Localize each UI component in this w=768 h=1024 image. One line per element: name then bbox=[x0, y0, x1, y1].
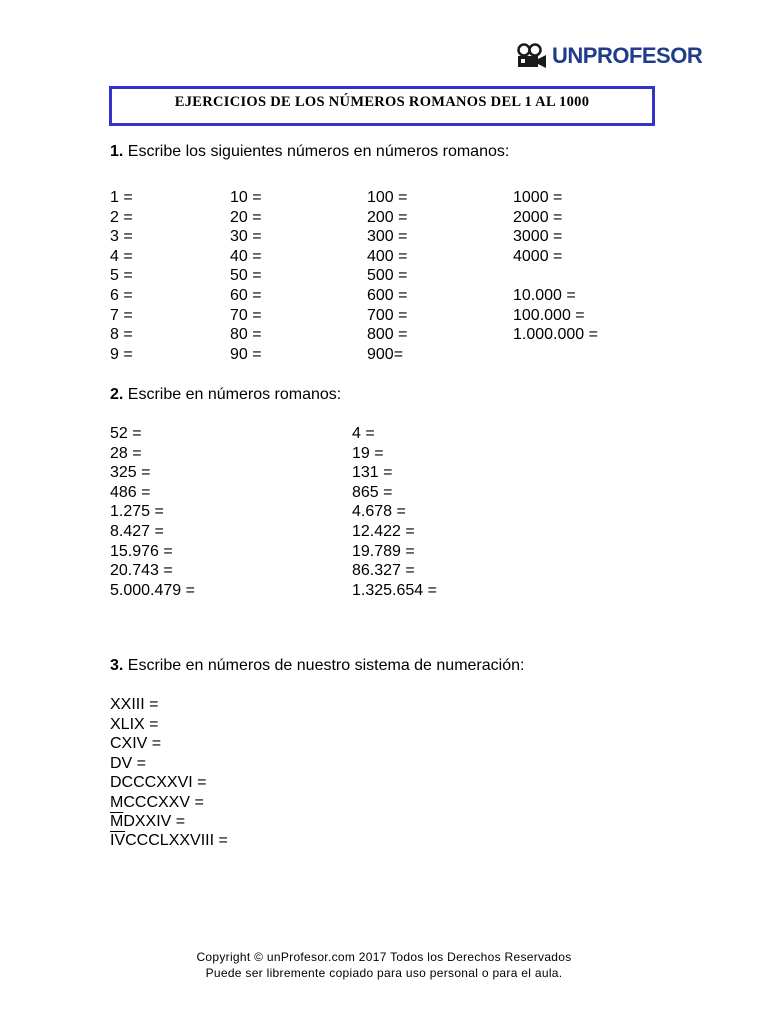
exercise-cell: 100.000 = bbox=[513, 306, 585, 324]
exercise-cell: 2 = bbox=[110, 208, 133, 226]
overlined-numeral: $\overline{M}$ bbox=[110, 813, 124, 830]
exercise-cell: 86.327 = bbox=[352, 562, 415, 580]
exercise-cell: 325 = bbox=[110, 464, 151, 482]
exercise-cell: 9 = bbox=[110, 345, 133, 363]
exercise-cell: 30 = bbox=[230, 228, 262, 246]
exercise-cell: 12.422 = bbox=[352, 523, 415, 540]
exercise-cell: 52 = bbox=[110, 425, 142, 442]
exercise-cell: 865 = bbox=[352, 483, 393, 501]
exercise-cell: 486 = bbox=[110, 483, 151, 501]
exercise-cell: 19.789 = bbox=[352, 542, 415, 560]
page-title: EJERCICIOS DE LOS NÚMEROS ROMANOS DEL 1 AL 1000 bbox=[174, 94, 590, 110]
exercise-cell: 4.678 = bbox=[352, 503, 406, 521]
exercise-cell: CXIV = bbox=[110, 735, 162, 753]
exercise-cell: 4 = bbox=[352, 425, 375, 442]
exercise-1-heading bbox=[110, 143, 509, 161]
exercise-3-heading bbox=[110, 657, 524, 675]
exercise-cell: 1 = bbox=[110, 189, 133, 206]
exercise-cell: 20 = bbox=[230, 208, 262, 226]
exercise-cell: XXIII = bbox=[110, 696, 159, 713]
exercise-cell: 1.325.654 = bbox=[352, 581, 437, 599]
exercise-cell: 8 = bbox=[110, 326, 133, 344]
exercise-cell: 10.000 = bbox=[513, 287, 576, 304]
exercise-cell: 2000 = bbox=[513, 208, 563, 226]
exercise-cell: 6 = bbox=[110, 287, 133, 304]
exercise-cell: DCCCXXVI = bbox=[110, 774, 207, 792]
exercise-cell: MCCCXXV = bbox=[110, 794, 204, 811]
numeral-rest: DXXIV = bbox=[123, 813, 186, 830]
exercise-cell: 800 = bbox=[367, 326, 408, 344]
exercise-cell: 5.000.479 = bbox=[110, 581, 195, 599]
exercise-cell: 300 = bbox=[367, 228, 408, 246]
camera-icon bbox=[516, 43, 548, 69]
exercise-cell: 200 = bbox=[367, 208, 408, 226]
brand-logo bbox=[516, 42, 702, 70]
exercise-cell: 90 = bbox=[230, 345, 262, 363]
overlined-numeral: $\overline{IV}$ bbox=[110, 832, 126, 849]
exercise-cell: 100 = bbox=[367, 189, 408, 206]
exercise-3-text: Escribe en números de nuestro sistema de numeración: bbox=[127, 657, 525, 674]
exercise-cell: 10 = bbox=[230, 189, 262, 206]
exercise-3-number: 3. bbox=[110, 657, 124, 674]
exercise-cell: XLIX = bbox=[110, 715, 159, 733]
exercise-cell: 131 = bbox=[352, 464, 393, 482]
exercise-3-item bbox=[110, 813, 185, 831]
license-line: Puede ser libremente copiado para uso personal o para el aula. bbox=[205, 966, 563, 980]
numeral-rest: CCCLXXVIII = bbox=[125, 832, 228, 849]
exercise-cell: 700 = bbox=[367, 306, 408, 324]
exercise-1-text: Escribe los siguientes números en números romanos: bbox=[127, 143, 510, 160]
exercise-cell: 3000 = bbox=[513, 228, 563, 246]
title-box bbox=[109, 86, 655, 126]
exercise-cell: 7 = bbox=[110, 306, 133, 324]
exercise-cell: 500 = bbox=[367, 267, 408, 285]
exercise-1-number: 1. bbox=[110, 143, 124, 160]
exercise-cell: 19 = bbox=[352, 444, 384, 462]
exercise-cell: 8.427 = bbox=[110, 523, 164, 540]
exercise-cell: 4000 = bbox=[513, 247, 563, 265]
exercise-cell: 50 = bbox=[230, 267, 262, 285]
copyright-line: Copyright © unProfesor.com 2017 Todos los Derechos Reservados bbox=[196, 950, 572, 964]
exercise-cell: 4 = bbox=[110, 247, 133, 265]
exercise-cell: 1.275 = bbox=[110, 503, 164, 521]
exercise-cell: 600 = bbox=[367, 287, 408, 304]
exercise-2-number: 2. bbox=[110, 386, 124, 403]
exercise-cell: 900= bbox=[367, 345, 404, 363]
exercise-cell: DV = bbox=[110, 754, 147, 772]
exercise-cell: 40 = bbox=[230, 247, 262, 265]
exercise-cell: 5 = bbox=[110, 267, 133, 285]
exercise-cell: 20.743 = bbox=[110, 562, 173, 580]
exercise-cell: 15.976 = bbox=[110, 542, 173, 560]
exercise-cell: 1000 = bbox=[513, 189, 563, 206]
exercise-2-text: Escribe en números romanos: bbox=[127, 386, 342, 403]
brand-name: UNPROFESOR bbox=[552, 43, 703, 68]
exercise-cell: 1.000.000 = bbox=[513, 326, 598, 344]
exercise-cell: 60 = bbox=[230, 287, 262, 304]
exercise-2-heading bbox=[110, 386, 341, 404]
exercise-cell: 80 = bbox=[230, 326, 262, 344]
exercise-cell: 3 = bbox=[110, 228, 133, 246]
exercise-cell: 28 = bbox=[110, 444, 142, 462]
exercise-3-item bbox=[110, 832, 228, 850]
exercise-cell: 400 = bbox=[367, 247, 408, 265]
exercise-cell: 70 = bbox=[230, 306, 262, 324]
